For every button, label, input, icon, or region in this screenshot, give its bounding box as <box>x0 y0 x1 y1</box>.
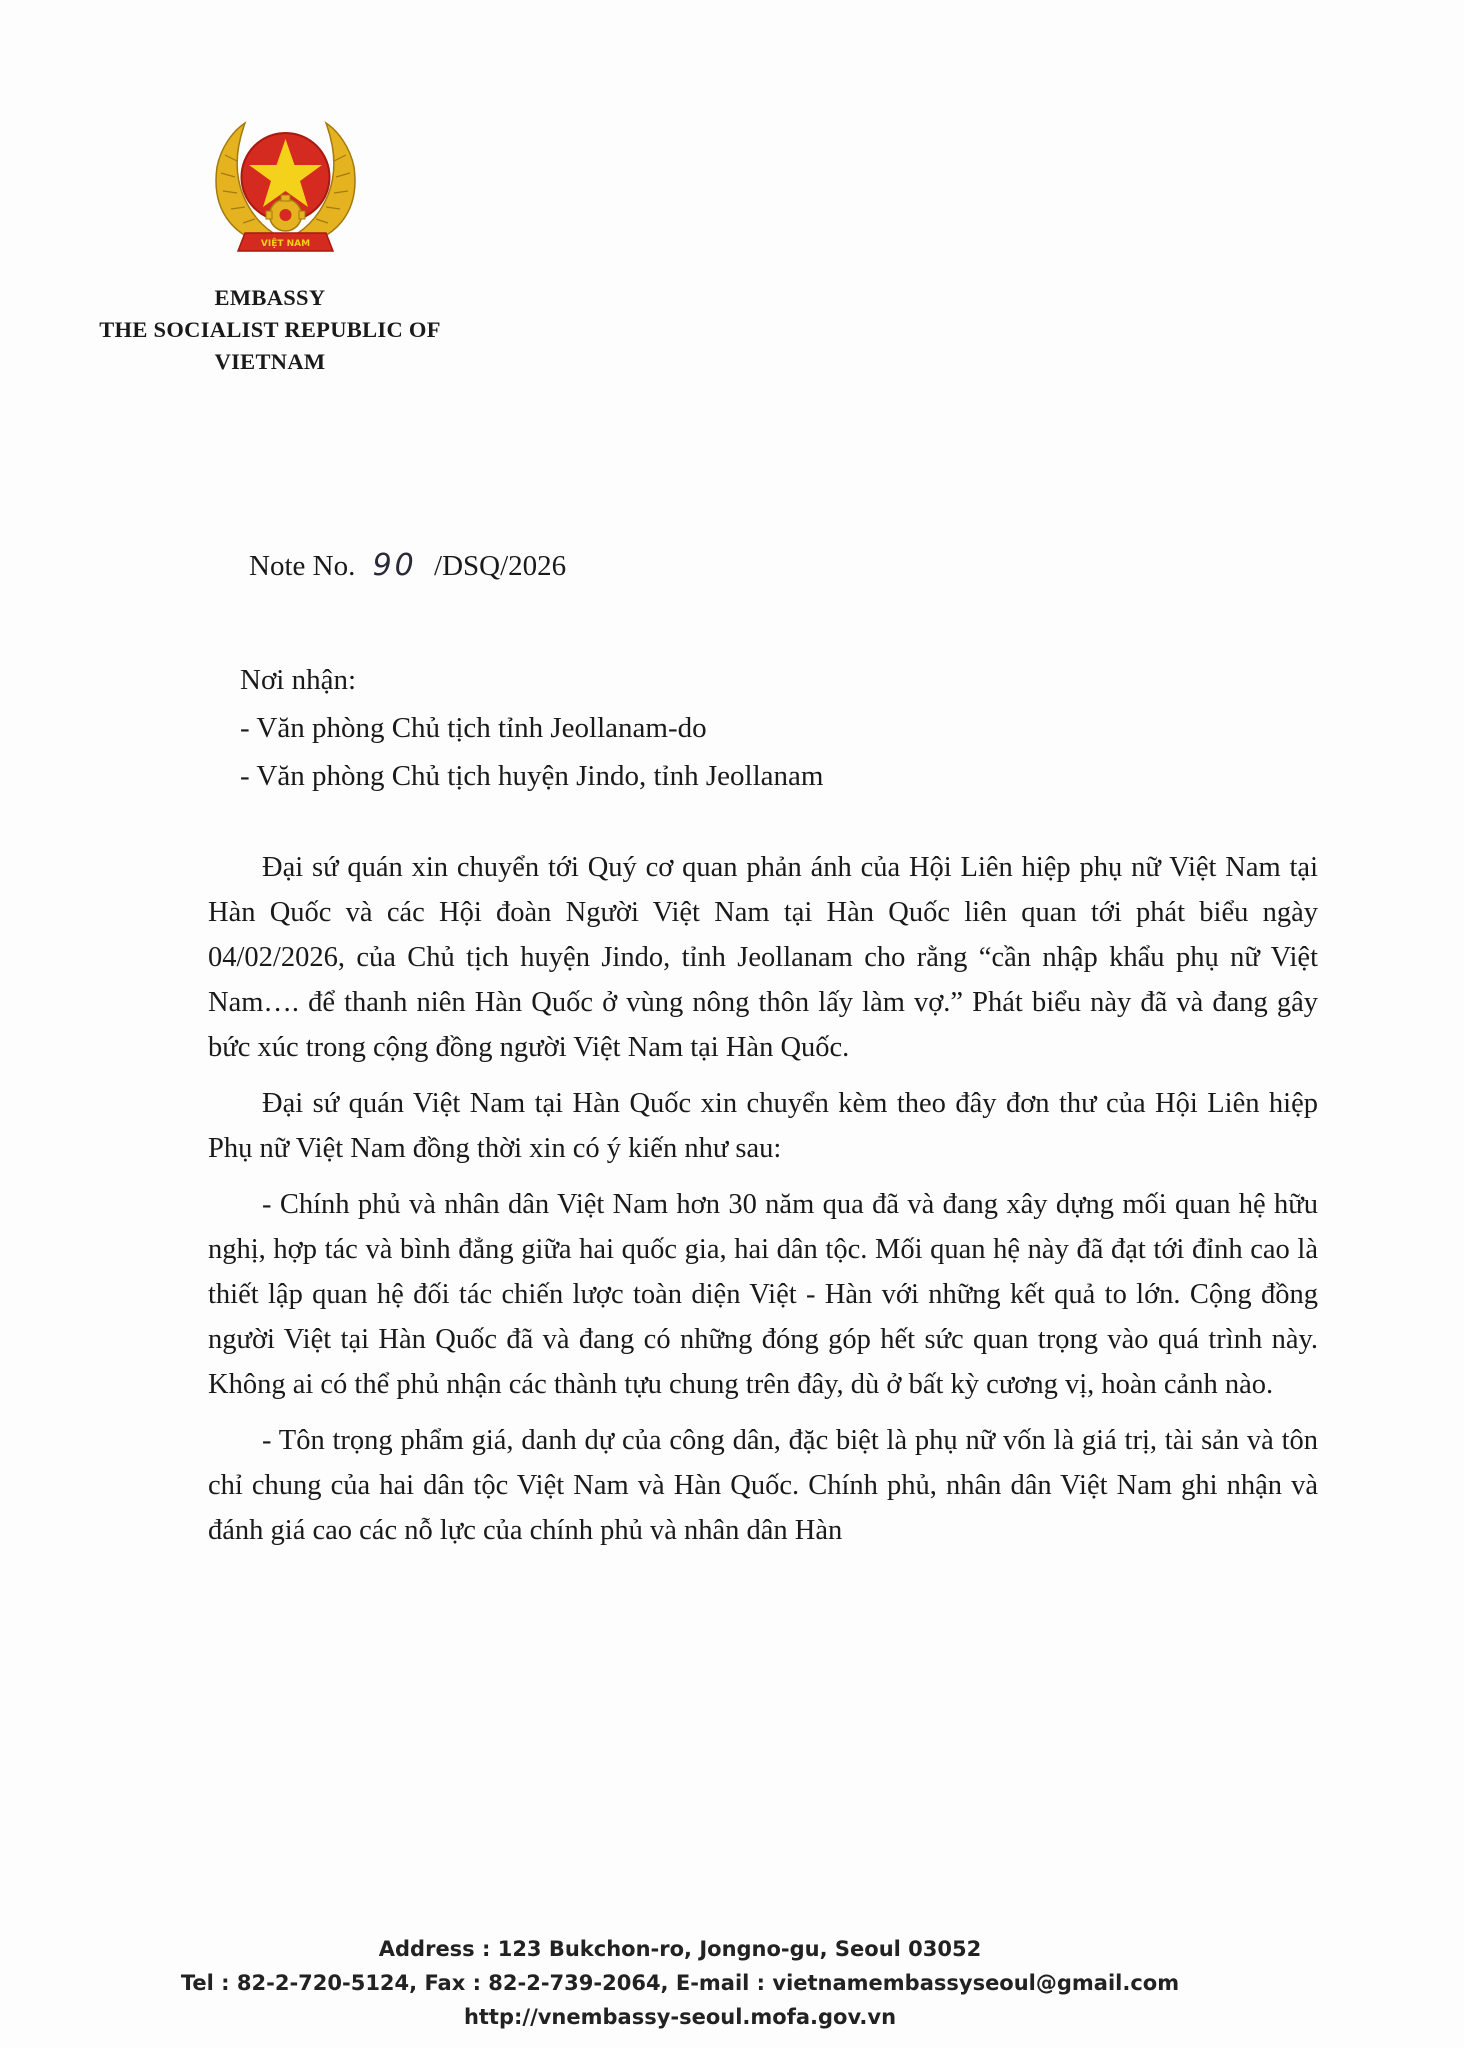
body-paragraph: - Chính phủ và nhân dân Việt Nam hơn 30 năm qua đã và đang xây dựng mối quan hệ hữu nghị, hợp tác và bình đẳng giữa hai quốc gia, hai dân tộc. Mối quan hệ này đã đạt tới đỉnh cao là thiết lập quan hệ đối tác chiến lược toàn diện Việt - Hàn với những kết quả to lớn. Cộng đồng người Việt tại Hàn Quốc đã và đang có những đóng góp hết sức quan trọng vào quá trình này. Không ai có thể phủ nhận các thành tựu chung trên đây, dù ở bất kỳ cương vị, hoàn cảnh nào. <box>208 1189 1318 1400</box>
letter-body <box>208 845 1318 1564</box>
note-number-line <box>249 548 566 583</box>
note-suffix: /DSQ/2026 <box>434 550 567 582</box>
national-emblem-icon <box>203 115 368 265</box>
header-line-vietnam: VIETNAM <box>214 349 326 374</box>
recipients-label: Nơi nhận: <box>240 664 357 696</box>
footer-contact <box>150 1932 1210 2034</box>
header-line-embassy: EMBASSY <box>214 285 326 310</box>
embassy-header <box>50 282 490 378</box>
footer-address: Address : 123 Bukchon-ro, Jongno-gu, Seoul 03052 <box>378 1937 982 1961</box>
note-prefix: Note No. <box>249 550 356 582</box>
body-paragraph: Đại sứ quán Việt Nam tại Hàn Quốc xin chuyển kèm theo đây đơn thư của Hội Liên hiệp Phụ nữ Việt Nam đồng thời xin có ý kiến như sau: <box>208 1088 1318 1164</box>
recipients-block <box>240 656 823 800</box>
emblem-banner-text: VIỆT NAM <box>260 239 311 249</box>
footer-contact-line: Tel : 82-2-720-5124, Fax : 82-2-739-2064, E-mail : vietnamembassyseoul@gmail.com <box>180 1971 1180 1995</box>
note-number: 90 <box>372 548 417 583</box>
footer-website-link[interactable]: http://vnembassy-seoul.mofa.gov.vn <box>463 2005 897 2029</box>
recipient-item: - Văn phòng Chủ tịch huyện Jindo, tỉnh Jeollanam <box>240 760 824 792</box>
recipient-item: - Văn phòng Chủ tịch tỉnh Jeollanam-do <box>240 712 707 744</box>
body-paragraph: - Tôn trọng phẩm giá, danh dự của công dân, đặc biệt là phụ nữ vốn là giá trị, tài sản và tôn chỉ chung của hai dân tộc Việt Nam và Hàn Quốc. Chính phủ, nhân dân Việt Nam ghi nhận và đánh giá cao các nỗ lực của chính phủ và nhân dân Hàn <box>208 1425 1318 1546</box>
header-line-republic: THE SOCIALIST REPUBLIC OF <box>99 317 441 342</box>
body-paragraph: Đại sứ quán xin chuyển tới Quý cơ quan phản ánh của Hội Liên hiệp phụ nữ Việt Nam tại Hàn Quốc và các Hội đoàn Người Việt Nam tại Hàn Quốc liên quan tới phát biểu ngày 04/02/2026, của Chủ tịch huyện Jindo, tỉnh Jeollanam cho rằng “cần nhập khẩu phụ nữ Việt Nam…. để thanh niên Hàn Quốc ở vùng nông thôn lấy làm vợ.” Phát biểu này đã và đang gây bức xúc trong cộng đồng người Việt Nam tại Hàn Quốc. <box>208 852 1318 1063</box>
